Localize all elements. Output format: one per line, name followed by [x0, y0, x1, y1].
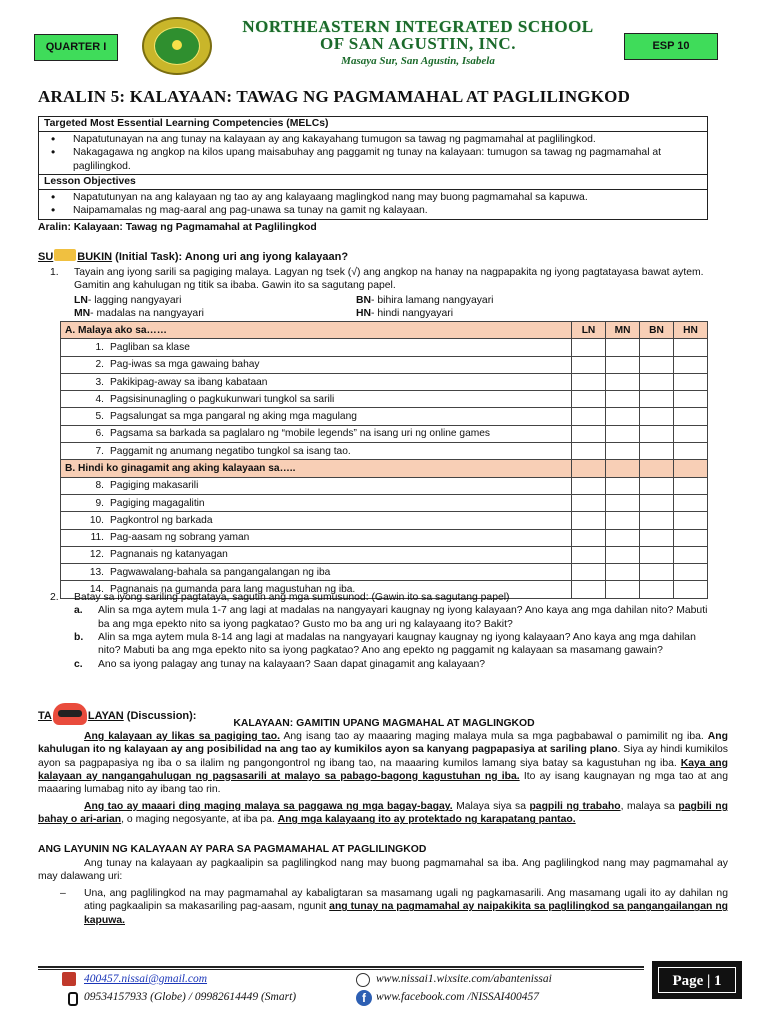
- section-a-header-row: [61, 322, 708, 339]
- logo-sun-icon: [172, 40, 182, 50]
- row-text: Pagsalungat sa mga pangaral ng aking mga magulang: [110, 411, 357, 423]
- row-text: Paggamit ng anumang negatibo tungkol sa isang tao.: [110, 445, 351, 457]
- page-number-box: [652, 961, 742, 999]
- check-cell[interactable]: [640, 546, 674, 563]
- question-2-text: Batay sa iyong sariling pagtataya, sagutin ang mga sumusunod: (Gawin ito sa sagutang papel): [74, 592, 510, 603]
- check-cell[interactable]: [572, 477, 606, 494]
- table-row: [61, 391, 708, 408]
- check-cell[interactable]: [572, 373, 606, 390]
- legend-item: LN- lagging nangyayari: [74, 295, 182, 306]
- table-row: [61, 477, 708, 494]
- legend-item: HN- hindi nangyayari: [356, 308, 454, 319]
- check-cell[interactable]: [640, 356, 674, 373]
- row-number: 13.: [89, 566, 104, 578]
- check-cell[interactable]: [572, 391, 606, 408]
- discussion-paragraph-2: Ang tao ay maaari ding maging malaya sa paggawa ng mga bagay-bagay. Malaya siya sa pagpili ng trabaho, malaya sa pagbili ng bahay o ari-arian, o maging negosyante, at iba pa. Ang mga kalayaang ito ay protektado ng karapatang pantao.: [38, 801, 728, 826]
- check-cell[interactable]: [674, 494, 708, 511]
- check-cell[interactable]: [572, 356, 606, 373]
- table-row-label: [61, 391, 572, 408]
- page-header: [0, 14, 768, 76]
- check-cell[interactable]: [606, 425, 640, 442]
- question-2a: a. Alin sa mga aytem mula 1-7 ang lagi at madalas na nangyayari kaugnay ng iyong kalayaan? Ano kaya ang mga dahilan nito? Mabuti ba ang mga epekto nito sa iyong pagkatao? Gusto mo ba ang uri ng kalayaang ito? Bakit?: [74, 605, 708, 630]
- row-text: Pagwawalang-bahala sa pangangalangan ng iba: [110, 566, 331, 578]
- table-row: [61, 494, 708, 511]
- row-number: 1.: [95, 341, 104, 353]
- table-row-label: [61, 512, 572, 529]
- check-cell[interactable]: [674, 425, 708, 442]
- row-number: 5.: [95, 411, 104, 423]
- melc-list: [39, 132, 707, 175]
- row-number: 2.: [95, 359, 104, 371]
- layunin-item: – Una, ang paglilingkod na may pagmamahal ay kabaligtaran sa masamang ugali ng pagkamasarili. Ang masamang ugali ito ay dahilan ng ating pagkaalipin sa makasariling pag-aasam, ngunit ang tunay na pagmamahal ay naipakikita sa paglilingkod sa pangangailangan ng kapuwa.: [60, 888, 729, 926]
- table-row: [61, 373, 708, 390]
- row-number: 9.: [95, 497, 104, 509]
- row-number: 8.: [95, 480, 104, 492]
- table-row: [61, 512, 708, 529]
- check-cell[interactable]: [640, 373, 674, 390]
- row-text: Pagsisinunagling o pagkukunwari tungkol sa sarili: [110, 393, 335, 405]
- school-address: Masaya Sur, San Agustin, Isabela: [341, 55, 495, 67]
- row-number: 12.: [89, 549, 104, 561]
- check-cell[interactable]: [606, 391, 640, 408]
- check-cell[interactable]: [674, 477, 708, 494]
- footer-divider-thin: [38, 969, 644, 970]
- check-cell[interactable]: [674, 529, 708, 546]
- question-2b: b. Alin sa mga aytem mula 8-14 ang lagi at madalas na nangyayari kaugnay kaugnay ng iyong kalayaan? Ano kaya ang mga dahilan nito? Mabuti ba ang mga epekto nito sa iyong pagkatao? Ano ang epekto ng paggamit ng kalayaan sa masamang gawain?: [74, 631, 696, 657]
- check-cell[interactable]: [606, 564, 640, 581]
- row-text: Pagkontrol ng barkada: [110, 514, 213, 526]
- section-b-header-row: [61, 460, 708, 477]
- check-cell[interactable]: [640, 477, 674, 494]
- header-blank-cell: [572, 460, 606, 477]
- school-name-line-2: OF SAN AGUSTIN, INC.: [320, 34, 516, 53]
- check-cell[interactable]: [606, 529, 640, 546]
- table-row-label: [61, 339, 572, 356]
- col-hn: HN: [674, 322, 708, 339]
- row-text: Pag-iwas sa mga gawaing bahay: [110, 359, 260, 371]
- header-blank-cell: [640, 460, 674, 477]
- check-cell[interactable]: [640, 391, 674, 408]
- quarter-badge: QUARTER I: [34, 34, 118, 61]
- check-cell[interactable]: [606, 408, 640, 425]
- check-cell[interactable]: [674, 408, 708, 425]
- row-text: Pagnanais na gumanda para lang magustuhan ng iba.: [110, 584, 356, 596]
- school-name-block: [218, 18, 618, 68]
- discussion-paragraph-1: Ang kalayaan ay likas sa pagiging tao. Ang isang tao ay maaaring maging malaya mula sa mga pagbabawal o pamimilit ng iba. Ang kahulugan ito ng kalayaan ay ang posibilidad na ang tao ay kumikilos ayon sa kanyang pagpapasiya at sariling plano. Siya ay hindi kumikilos ayon sa pagpapasiya ng iba o sa ilalim ng pangongontrol ng ibang tao, na maaaring kumilos lamang siya batay sa kagustuhan ng iba. Kaya ang kalayaan ay nangangahulugan ng pagsasarili at malayo sa pabago-bagong kagustuhan ng iba. Ito ay isang kaugnayan ng mga tao at ang maaaring lumabag nito ay ibang tao rin.: [38, 731, 729, 796]
- page-number: Page | 1: [658, 967, 736, 993]
- row-text: Pagiging magagalitin: [110, 497, 205, 509]
- table-row-label: [61, 356, 572, 373]
- objective-item: • Napatutunyan na ang kalayaan ng tao ay ang kalayaang maglingkod nang may buong pagmamahal sa kapuwa.: [39, 191, 707, 204]
- check-cell[interactable]: [606, 373, 640, 390]
- table-row-label: [61, 477, 572, 494]
- row-text: Pagnanais ng katanyagan: [110, 549, 228, 561]
- layunin-paragraph: Ang tunay na kalayaan ay pagkaalipin sa paglilingkod nang may buong pagmamahal sa iba. Ang paglilingkod nang may pagmamahal ay may dalawang uri:: [38, 858, 728, 883]
- subukin-prefix: SU: [38, 251, 54, 263]
- check-cell[interactable]: [572, 529, 606, 546]
- table-row: [61, 408, 708, 425]
- initial-task-title: (Initial Task): Anong uri ang iyong kalayaan?: [112, 251, 349, 263]
- header-blank-cell: [674, 460, 708, 477]
- self-assessment-table: [60, 321, 708, 599]
- table-row: [61, 529, 708, 546]
- footer-email-link[interactable]: 400457.nissai@gmail.com: [84, 973, 208, 985]
- footer-divider: [38, 966, 644, 968]
- dash-bullet: –: [60, 888, 66, 899]
- item-number: 2.: [50, 592, 59, 603]
- row-text: Pagsama sa barkada sa paglalaro ng “mobile legends” na isang uri ng online games: [110, 428, 491, 440]
- subukin-suffix: BUKIN: [77, 251, 113, 263]
- check-cell[interactable]: [572, 546, 606, 563]
- table-row: [61, 356, 708, 373]
- table-row-label: [61, 408, 572, 425]
- table-row-label: [61, 425, 572, 442]
- check-cell[interactable]: [606, 546, 640, 563]
- task-instruction: [50, 266, 710, 293]
- check-cell[interactable]: [572, 564, 606, 581]
- logo-emblem: [154, 27, 200, 65]
- table-row-label: [61, 373, 572, 390]
- row-number: 7.: [95, 445, 104, 457]
- check-cell[interactable]: [674, 546, 708, 563]
- table-row-label: [61, 546, 572, 563]
- school-logo: [142, 17, 212, 75]
- melc-box: [38, 116, 708, 220]
- check-cell[interactable]: [640, 443, 674, 460]
- table-row-label: [61, 564, 572, 581]
- item-number: 1.: [50, 267, 59, 278]
- check-cell[interactable]: [572, 425, 606, 442]
- aralin-line: Aralin: Kalayaan: Tawag ng Pagmamahal at Paglilingkod: [38, 222, 317, 233]
- row-text: Pakikipag-away sa ibang kabataan: [110, 376, 268, 388]
- subject-badge: ESP 10: [624, 33, 718, 60]
- check-cell[interactable]: [606, 339, 640, 356]
- table-row-label: [61, 529, 572, 546]
- section-b-label: B. Hindi ko ginagamit ang aking kalayaan sa…..: [61, 460, 572, 477]
- talakayan-prefix: TA: [38, 710, 52, 722]
- col-mn: MN: [606, 322, 640, 339]
- objectives-heading: Lesson Objectives: [39, 175, 707, 190]
- facebook-icon: f: [356, 990, 372, 1006]
- check-cell[interactable]: [640, 408, 674, 425]
- table-row-label: [61, 494, 572, 511]
- discussion-title: KALAYAAN: GAMITIN UPANG MAGMAHAL AT MAGLINGKOD: [233, 718, 535, 729]
- check-cell[interactable]: [640, 339, 674, 356]
- check-cell[interactable]: [572, 494, 606, 511]
- row-text: Pagliban sa klase: [110, 341, 190, 353]
- talakayan-suffix: LAYAN: [87, 710, 124, 722]
- check-cell[interactable]: [640, 494, 674, 511]
- melc-heading: Targeted Most Essential Learning Competencies (MELCs): [39, 117, 707, 132]
- check-cell[interactable]: [606, 443, 640, 460]
- table-row: [61, 564, 708, 581]
- legend-item: MN- madalas na nangyayari: [74, 308, 204, 319]
- melc-item: • Napatutunayan na ang tunay na kalayaan ay ang kakayahang tumugon sa tawag ng pagmamahal at paglilingkod.: [39, 133, 707, 146]
- section-a-label: A. Malaya ako sa……: [61, 322, 572, 339]
- school-name-line-1: NORTHEASTERN INTEGRATED SCHOOL: [242, 17, 594, 36]
- footer-website[interactable]: www.nissai1.wixsite.com/abantenissai: [376, 973, 552, 985]
- question-2c: c. Ano sa iyong palagay ang tunay na kalayaan? Saan dapat ginagamit ang kalayaan?: [74, 658, 486, 670]
- check-cell[interactable]: [606, 494, 640, 511]
- check-cell[interactable]: [674, 564, 708, 581]
- col-ln: LN: [572, 322, 606, 339]
- check-cell[interactable]: [640, 425, 674, 442]
- check-cell[interactable]: [674, 339, 708, 356]
- col-bn: BN: [640, 322, 674, 339]
- legend-item: BN- bihira lamang nangyayari: [356, 295, 494, 306]
- check-cell[interactable]: [606, 477, 640, 494]
- table-row: [61, 443, 708, 460]
- table-row: [61, 425, 708, 442]
- row-number: 6.: [95, 428, 104, 440]
- footer-phones: 09534157933 (Globe) / 09982614449 (Smart): [84, 991, 297, 1003]
- subukin-icon: [54, 249, 76, 261]
- instruction-text: Tayain ang iyong sarili sa pagiging malaya. Lagyan ng tsek (√) ang angkop na hanay na nagpapakita ng iyong pagtatayasa bawat aytem. Gamitin ang kahulugan ng titik sa ibaba. Gawin ito sa sagutang papel.: [74, 267, 704, 292]
- lesson-title: ARALIN 5: KALAYAAN: TAWAG NG PAGMAMAHAL AT PAGLILINGKOD: [38, 87, 631, 106]
- check-cell[interactable]: [674, 512, 708, 529]
- row-number: 11.: [90, 532, 104, 544]
- melc-item: • Nakagagawa ng angkop na kilos upang maisabuhay ang paggamit ng tunay na kalayaan: tumugon sa tawag ng pagmamahal at paglilingkod.: [39, 146, 707, 173]
- check-cell[interactable]: [572, 408, 606, 425]
- check-cell[interactable]: [606, 512, 640, 529]
- table-row: [61, 546, 708, 563]
- table-row-label: [61, 443, 572, 460]
- row-text: Pag-aasam ng sobrang yaman: [110, 532, 250, 544]
- check-cell[interactable]: [640, 512, 674, 529]
- row-number: 3.: [95, 376, 104, 388]
- discussion-label: (Discussion):: [123, 710, 197, 722]
- row-text: Pagiging makasarili: [110, 480, 199, 492]
- objectives-list: [39, 190, 707, 219]
- check-cell[interactable]: [674, 373, 708, 390]
- header-blank-cell: [606, 460, 640, 477]
- check-cell[interactable]: [572, 512, 606, 529]
- check-cell[interactable]: [572, 339, 606, 356]
- table-row: [61, 339, 708, 356]
- check-cell[interactable]: [674, 356, 708, 373]
- check-cell[interactable]: [640, 529, 674, 546]
- layunin-heading: ANG LAYUNIN NG KALAYAAN AY PARA SA PAGMAMAHAL AT PAGLILINGKOD: [38, 844, 427, 855]
- row-number: 14.: [89, 584, 104, 596]
- initial-task-heading: [38, 249, 348, 264]
- check-cell[interactable]: [572, 443, 606, 460]
- row-number: 4.: [95, 393, 104, 405]
- row-number: 10.: [89, 514, 104, 526]
- check-cell[interactable]: [674, 443, 708, 460]
- question-2: [50, 591, 710, 671]
- check-cell[interactable]: [606, 356, 640, 373]
- check-cell[interactable]: [640, 564, 674, 581]
- objective-item: • Naipamamalas ng mag-aaral ang pag-unawa sa tunay na gamit ng kalayaan.: [39, 204, 707, 217]
- footer-facebook[interactable]: www.facebook.com /NISSAI400457: [376, 991, 539, 1003]
- check-cell[interactable]: [674, 391, 708, 408]
